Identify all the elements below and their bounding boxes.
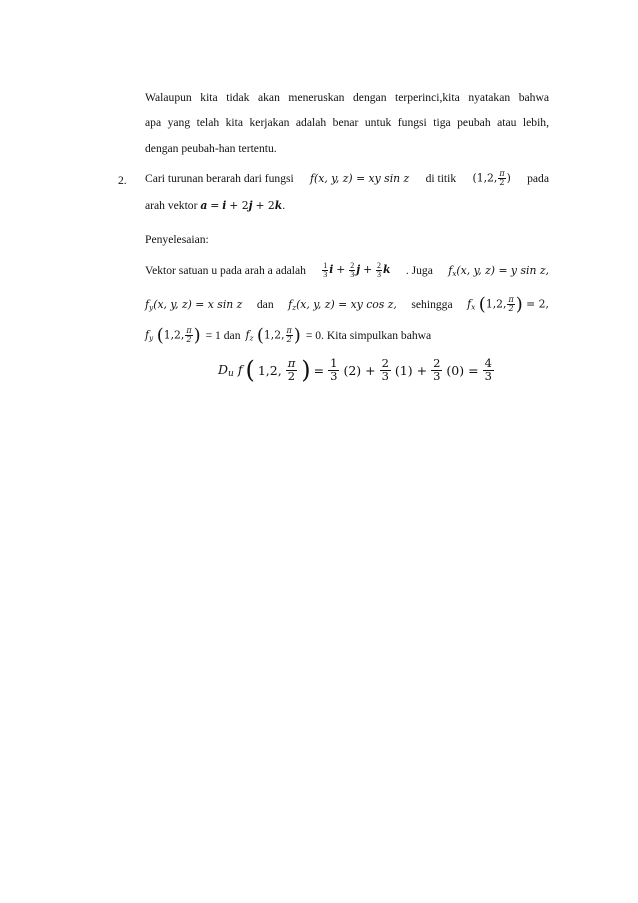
intro-line-1: Walaupun kita tidak akan meneruskan dengan terperinci,kita nyatakan bahwa [145, 91, 549, 104]
problem-text-a: Cari turunan berarah dari fungsi [145, 172, 294, 185]
problem-statement-line-2: arah vektor a = i + 2j + 2k. [145, 199, 286, 212]
fz-at-point: $f_z$ (1,2, $\frac{\pi}{2}$ ) [245, 325, 301, 346]
fx-definition: $f_x(x$, y, z) = y sin z, [448, 263, 549, 278]
solution-line-1: Vektor satuan u pada arah a adalah $\frac{1}{3}$ i + $\frac{2}{3}$ j + $\frac{2}{3}$ k . Juga $f_x(x$, y, z) = y sin z, [145, 261, 549, 279]
directional-derivative-result: $D_u$ f ( 1,2, $\frac{\pi}{2}$ ) = $\frac{1}{3}$ (2) + $\frac{2}{3}$ (1) + $\frac{2}{3}$ (0) = $\frac{4}{3}$ [218, 356, 492, 384]
fx-at-point: $f_x$ (1,2, $\frac{\pi}{2}$ ) = 2, [467, 294, 549, 315]
problem-text-b: di titik [425, 172, 457, 185]
fz-definition: $f_z(x$, y, z) = xy cos z, [288, 297, 397, 312]
intro-line-2: apa yang telah kita kerjakan adalah benar untuk fungsi tiga peubah atau lebih, [145, 116, 549, 129]
solution-line-2: $f_y(x$, y, z) = x sin z dan $f_z(x$, y, z) = xy cos z, sehingga $f_x$ (1,2, $\frac{\pi}{2}$ ) = 2, [145, 294, 549, 315]
solution-line-3: $f_y$ (1,2, $\frac{\pi}{2}$ ) = 1 dan $f_z$ (1,2, $\frac{\pi}{2}$ ) = 0. Kita simpulkan bahwa [145, 325, 432, 346]
problem-function: f(x, y, z) = xy sin z [310, 172, 410, 185]
vector-a: a [200, 199, 208, 212]
fy-at-point: $f_y$ (1,2, $\frac{\pi}{2}$ ) [145, 325, 201, 346]
problem-point: (1,2, $\frac{\pi}{2}$ ) [472, 169, 511, 187]
solution-heading: Penyelesaian: [145, 233, 209, 246]
intro-line-3: dengan peubah-han tertentu. [145, 142, 277, 155]
problem-text-c: pada [527, 172, 549, 185]
problem-statement-line-1 [145, 170, 549, 187]
unit-vector-expression: $\frac{1}{3}$ i + $\frac{2}{3}$ j + $\frac{2}{3}$ k [323, 261, 391, 279]
fy-definition: $f_y(x$, y, z) = x sin z [145, 297, 243, 312]
problem-number: 2. [118, 174, 127, 187]
